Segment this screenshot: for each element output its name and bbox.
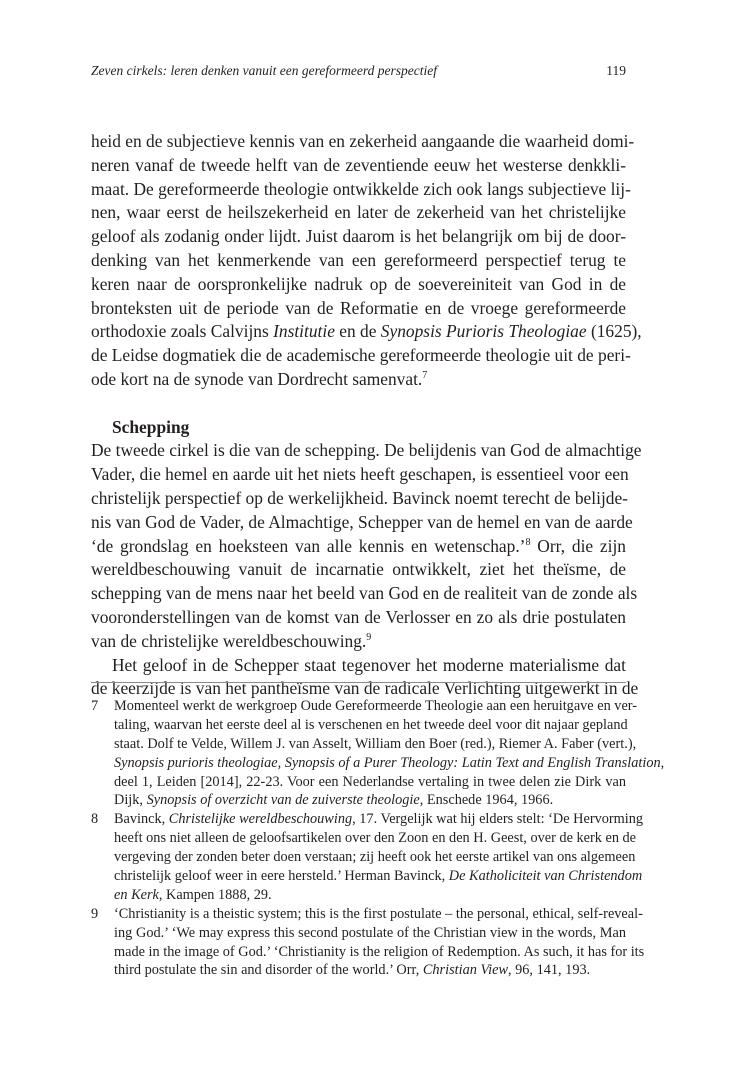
footnote-line: heeft ons niet alleen de geloofsartikelen over den Zoon en den H. Geest, over de kerk en de <box>114 830 637 847</box>
footnote-ref-7[interactable]: 7 <box>422 369 428 381</box>
footnote-ref-9[interactable]: 9 <box>366 631 372 643</box>
text-segment: orthodoxie zoals Calvijns <box>91 321 274 342</box>
text-line: christelijk perspectief op de werkelijkheid. Bavinck noemt terecht de belijde- <box>91 487 628 508</box>
text-line: denking van het kenmerkende van een gereformeerd perspectief terug te <box>91 249 626 270</box>
text-line: vooronderstellingen van de komst van de Verlosser en zo als drie postulaten <box>91 606 626 627</box>
text-segment: , 17. Vergelijk wat hij elders stelt: ‘De Hervorming <box>352 811 644 828</box>
running-title: Zeven cirkels: leren denken vanuit een gereformeerd perspectief <box>91 63 437 78</box>
text-line: De tweede cirkel is die van de schepping. De belijdenis van God de almachtige <box>91 440 642 461</box>
text-segment: , 96, 141, 193. <box>507 962 591 979</box>
text-line: keren naar de oorspronkelijke nadruk op de soevereiniteit van God in de <box>91 273 626 294</box>
work-title: De Katholiciteit van Christendom <box>448 868 643 885</box>
work-title: en Kerk <box>114 886 159 903</box>
footnote-line <box>114 886 626 905</box>
text-segment: Dijk, <box>114 792 147 809</box>
work-title: Christelijke wereldbeschouwing <box>168 811 353 828</box>
footnote-7 <box>91 697 665 810</box>
footnote-number: 9 <box>91 905 99 922</box>
footnote-line: ‘Christianity is a theistic system; this is the first postulate – the personal, ethical, self-reveal- <box>114 905 643 922</box>
text-segment: third postulate the sin and disorder of the world.’ Orr, <box>114 962 423 979</box>
paragraph-gap <box>91 392 626 416</box>
text-segment: , <box>660 754 665 771</box>
text-line <box>91 320 642 344</box>
footnote-line <box>114 754 665 773</box>
text-line: neren vanaf de tweede helft van de zeventiende eeuw het westerse denkkli- <box>91 154 626 175</box>
text-segment: Bavinck, <box>114 811 169 828</box>
work-title: Synopsis purioris theologiae, Synopsis of a Purer Theology: Latin Text and English Translation <box>114 754 661 771</box>
footnote-line: ing God.’ ‘We may express this second postulate of the Christian view in the words, Man <box>114 924 626 941</box>
footnote-ref-8[interactable]: 8 <box>525 536 531 548</box>
text-line: geloof als zodanig onder lijdt. Juist daarom is het belangrijk om bij de door- <box>91 226 626 247</box>
footnote-line <box>114 810 644 829</box>
text-line: heid en de subjectieve kennis van en zekerheid aangaande die waarheid domi- <box>91 131 635 151</box>
footnote-9 <box>91 905 645 981</box>
paragraph-2 <box>91 439 642 653</box>
footnote-line <box>114 867 643 886</box>
footnote-line: taling, waarvan het eerste deel al is verschenen en het tweede deel voor dit najaar gepland <box>114 716 628 733</box>
text-line: Het geloof in de Schepper staat tegenover het moderne materialisme dat <box>112 654 626 675</box>
text-segment: ode kort na de synode van Dordrecht samenvat. <box>91 368 423 389</box>
text-segment: (1625), <box>586 321 642 342</box>
footnote-line: Momenteel werkt de werkgroep Oude Gereformeerde Theologie aan een heruitgave en ver- <box>114 698 638 714</box>
text-segment: , Kampen 1888, 29. <box>158 886 272 903</box>
footnote-line <box>114 791 626 810</box>
section-heading: Schepping <box>112 416 190 437</box>
paragraph-1 <box>91 130 642 392</box>
text-line: bronteksten uit de periode van de Reformatie en de vroege gereformeerde <box>91 297 626 318</box>
page-header <box>91 63 626 83</box>
work-title: Synopsis of overzicht van de zuiverste theologie <box>146 792 420 809</box>
footnote-line <box>114 961 626 980</box>
footnote-line: deel 1, Leiden [2014], 22-23. Voor een Nederlandse vertaling in twee delen zie Dirk van <box>114 773 626 790</box>
text-segment: van de christelijke wereldbeschouwing. <box>91 630 367 651</box>
footnote-number: 7 <box>91 698 99 714</box>
body-text <box>91 130 642 701</box>
footnotes <box>91 697 665 980</box>
text-segment: ‘de grondslag en hoeksteen van alle kennis en wetenschap.’ <box>91 535 526 556</box>
text-line <box>91 535 626 559</box>
paragraph-3 <box>91 654 639 702</box>
text-line: nis van God de Vader, de Almachtige, Schepper van de hemel en van de aarde <box>91 511 633 532</box>
footnote-line: made in the image of God.’ ‘Christianity is the religion of Redemption. As such, it has for its <box>114 943 645 960</box>
text-segment: , Enschede 1964, 1966. <box>419 792 554 809</box>
work-title: Institutie <box>273 321 335 342</box>
footnote-divider <box>91 682 626 683</box>
footnote-line: staat. Dolf te Velde, Willem J. van Asselt, William den Boer (red.), Riemer A. Faber (vert.), <box>114 735 637 752</box>
work-title: Christian View <box>422 962 508 979</box>
page-number: 119 <box>606 63 626 78</box>
text-line: wereldbeschouwing vanuit de incarnatie ontwikkelt, ziet het theïsme, de <box>91 559 626 580</box>
text-line: de Leidse dogmatiek die de academische gereformeerde theologie uit de peri- <box>91 345 631 366</box>
text-line: nen, waar eerst de heilszekerheid en later de zekerheid van het christelijke <box>91 202 626 223</box>
text-line <box>91 630 626 654</box>
text-line: Vader, die hemel en aarde uit het niets heeft geschapen, is essentieel voor een <box>91 464 629 485</box>
work-title: Synopsis Purioris Theologiae <box>380 321 587 342</box>
text-segment: en de <box>334 321 381 342</box>
text-segment: Orr, die zijn <box>530 535 626 556</box>
footnote-number: 8 <box>91 811 99 828</box>
text-segment: christelijk geloof weer in eere hersteld.’ Herman Bavinck, <box>114 868 449 885</box>
footnote-line: vergeving der zonden beter doen verstaan; zij heeft ook het eerste artikel van ons algemeen <box>114 849 636 866</box>
text-line: maat. De gereformeerde theologie ontwikkelde zich ook langs subjectieve lij- <box>91 178 631 199</box>
text-line: schepping van de mens naar het beeld van God en de realiteit van de zonde als <box>91 583 638 604</box>
text-line: de keerzijde is van het pantheïsme van de radicale Verlichting uitgewerkt in de <box>91 678 639 699</box>
footnote-8 <box>91 810 644 904</box>
text-line <box>91 368 626 392</box>
